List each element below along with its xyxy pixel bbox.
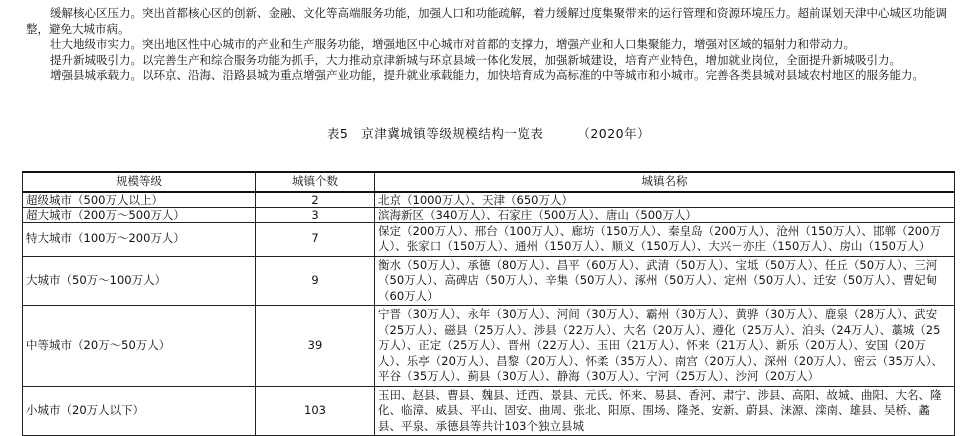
table-row [23, 306, 955, 387]
paragraph-core-area: 缓解核心区压力。突出首都核心区的创新、金融、文化等高端服务功能，加强人口和功能疏解，着力缓解过度集聚带来的运行管理和资源环境压力。超前谋划天津中心城区功能调整，避免大城市病。 [26, 6, 947, 36]
row-names: 保定（200万人）、邢台（100万人）、廊坊（150万人）、秦皇岛（200万人）、沧州（150万人）、邯郸（200万人）、张家口（150万人）、通州（150万人）、顺义（150万人）、大兴－亦庄（150万人）、房山（150万人） [375, 222, 955, 256]
row-names: 衡水（50万人）、承德（80万人）、昌平（60万人）、武清（50万人）、宝坻（50万人）、任丘（50万人）、三河（50万人）、高碑店（50万人）、辛集（50万人）、涿州（50万人）、定州（50万人）、迁安（50万人）、曹妃甸（60万人） [375, 256, 955, 306]
row-names: 玉田、赵县、曹县、魏县、迁西、景县、元氏、怀来、易县、香河、肃宁、涉县、高阳、故城、曲阳、大名、隆化、临漳、威县、平山、固安、曲周、张北、阳原、围场、隆尧、安新、蔚县、涞源、滦南、雄县、吴桥、蠡县、平泉、承德县等共计103个独立县城 [375, 386, 955, 436]
row-level: 超大城市（200万～500万人） [23, 207, 256, 222]
paragraph-county-towns: 增强县城承载力。以环京、沿海、沿路县城为重点增强产业功能，提升就业承载能力，加快培育成为高标准的中等城市和小城市。完善各类县城对县域农村地区的服务能力。 [50, 68, 924, 82]
paragraph-new-towns: 提升新城吸引力。以完善生产和综合服务功能为抓手，大力推动京津新城与环京县域一体化发展，加强新城建设，培育产业特色，增加就业岗位，全面提升新城吸引力。 [50, 52, 901, 67]
city-scale-table [22, 171, 955, 436]
table-title [0, 124, 977, 142]
table-row [23, 256, 955, 306]
row-count: 39 [256, 306, 375, 387]
header-count: 城镇个数 [256, 172, 375, 192]
table-row [23, 207, 955, 222]
table-row [23, 386, 955, 436]
row-names: 北京（1000万人）、天津（650万人） [375, 192, 955, 208]
row-count: 9 [256, 256, 375, 306]
row-count: 103 [256, 386, 375, 436]
row-level: 超级城市（500万人以上） [23, 192, 256, 208]
header-names: 城镇名称 [375, 172, 955, 192]
paragraph-prefecture-cities: 壮大地级市实力。突出地区性中心城市的产业和生产服务功能，增强地区中心城市对首都的支撑力，增强产业和人口集聚能力，增强对区域的辐射力和带动力。 [50, 37, 855, 51]
table-row [23, 222, 955, 256]
row-count: 7 [256, 222, 375, 256]
row-level: 特大城市（100万～200万人） [23, 222, 256, 256]
table-title-text: 表5 京津冀城镇等级规模结构一览表 [326, 126, 544, 141]
row-count: 3 [256, 207, 375, 222]
table-header-row [23, 172, 955, 192]
table-year-note: （2020年） [577, 126, 651, 141]
table-row [23, 192, 955, 208]
row-names: 滨海新区（340万人）、石家庄（500万人）、唐山（500万人） [375, 207, 955, 222]
row-level: 小城市（20万人以下） [23, 386, 256, 436]
row-level: 大城市（50万～100万人） [23, 256, 256, 306]
row-count: 2 [256, 192, 375, 208]
header-level: 规模等级 [23, 172, 256, 192]
body-text [26, 6, 956, 84]
row-names: 宁晋（30万人）、永年（30万人）、河间（30万人）、霸州（30万人）、黄骅（30万人）、鹿泉（28万人）、武安（25万人）、磁县（25万人）、涉县（22万人）、大名（20万人）、遵化（25万人）、泊头（24万人）、藁城（25万人）、正定（25万人）、晋州（22万人）、玉田（21万人）、怀来（21万人）、新乐（20万人）、安国（20万人）、乐亭（20万人）、昌黎（20万人）、怀柔（35万人）、南宫（20万人）、深州（20万人）、密云（35万人）、平谷（35万人）、蓟县（30万人）、静海（30万人）、宁河（25万人）、沙河（20万人） [375, 306, 955, 387]
row-level: 中等城市（20万～50万人） [23, 306, 256, 387]
